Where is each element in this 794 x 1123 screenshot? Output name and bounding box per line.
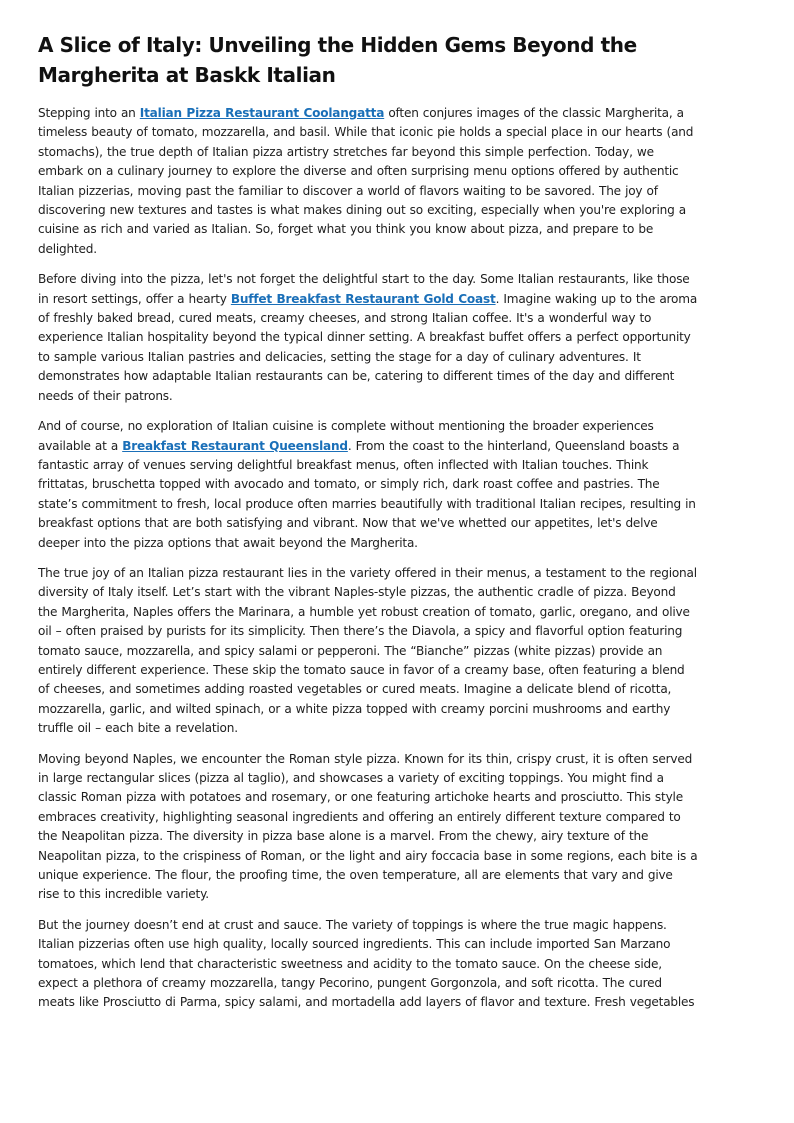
link-breakfast-restaurant-queensland[interactable]: Breakfast Restaurant Queensland bbox=[122, 438, 348, 453]
link-italian-pizza-restaurant-coolangatta[interactable]: Italian Pizza Restaurant Coolangatta bbox=[139, 106, 385, 120]
paragraph-breakfast-buffet bbox=[38, 270, 698, 406]
paragraph-breakfast-queensland bbox=[38, 417, 698, 553]
article bbox=[38, 30, 698, 1024]
paragraph-text: Before diving into the pizza, let's not forget the delightful start to the day. Some Italian restaurants, like those in resort settings, offer a hearty bbox=[38, 272, 690, 306]
paragraph-intro bbox=[38, 104, 698, 259]
paragraph-roman-pizza: Moving beyond Naples, we encounter the Roman style pizza. Known for its thin, crispy crust, it is often served in large rectangular slices (pizza al taglio), and showcases a variety of exciting toppings. You might find a classic Roman pizza with potatoes and rosemary, or one featuring artichoke hearts and prosciutto. This style embraces creativity, highlighting seasonal ingredients and offering an entirely different texture compared to the Neapolitan pizza. The diversity in pizza base alone is a marvel. From the chewy, airy texture of the Neapolitan pizza, to the crispiness of Roman, or the light and airy foccacia base in some regions, each bite is a unique experience. The flour, the proofing time, the oven temperature, all are elements that vary and give rise to this incredible variety. bbox=[38, 751, 698, 902]
paragraph-toppings: But the journey doesn’t end at crust and sauce. The variety of toppings is where the true magic happens. Italian pizzerias often use high quality, locally sourced ingredients. This can include imported San Marzano tomatoes, which lend that characteristic sweetness and acidity to the tomato sauce. On the cheese side, expect a plethora of creamy mozzarella, tangy Pecorino, pungent Gorgonzola, and soft ricotta. The cured meats like Prosciutto di Parma, spicy salami, and mortadella add layers of flavor and texture. Fresh vegetables bbox=[38, 917, 695, 1010]
paragraph-text: . Imagine waking up to the aroma of freshly baked bread, cured meats, creamy cheeses, and strong Italian coffee. It's a wonderful way to experience Italian hospitality beyond the typical dinner setting. A breakfast buffet offers a perfect opportunity to sample various Italian pastries and delicacies, setting the stage for a day of culinary adventures. It demonstrates how adaptable Italian restaurants can be, catering to different times of the day and different needs of their patrons. bbox=[38, 291, 698, 403]
paragraph-text: often conjures images of the classic Margherita, a timeless beauty of tomato, mozzarella, and basil. While that iconic pie holds a special place in our hearts (and stomachs), the true depth of Italian pizza artistry stretches far beyond this simple perfection. Today, we embark on a culinary journey to explore the diverse and often surprising menu options offered by authentic Italian pizzerias, moving past the familiar to discover a world of flavors waiting to be savored. The joy of discovering new textures and tastes is what makes dining out so exciting, especially when you're exploring a cuisine as rich and varied as Italian. So, forget what you think you know about pizza, and prepare to be delighted. bbox=[38, 106, 694, 256]
article-title: A Slice of Italy: Unveiling the Hidden Gems Beyond the Margherita at Baskk Italian bbox=[38, 33, 637, 87]
paragraph-text: And of course, no exploration of Italian cuisine is complete without mentioning the broader experiences available at a bbox=[38, 419, 654, 453]
paragraph-text: . From the coast to the hinterland, Queensland boasts a fantastic array of venues serving delightful breakfast menus, often inflected with Italian touches. Think frittatas, bruschetta topped with avocado and tomato, or simply rich, dark roast coffee and pastries. The state’s commitment to fresh, local produce often marries beautifully with traditional Italian recipes, resulting in breakfast options that are both satisfying and vibrant. Now that we've whetted our appetites, let's delve deeper into the pizza options that await beyond the Margherita. bbox=[38, 438, 696, 550]
link-buffet-breakfast-restaurant-gold-coast[interactable]: Buffet Breakfast Restaurant Gold Coast bbox=[230, 291, 496, 306]
paragraph-text: Stepping into an bbox=[38, 106, 140, 120]
paragraph-naples-pizza: The true joy of an Italian pizza restaurant lies in the variety offered in their menus, a testament to the regional diversity of Italy itself. Let’s start with the vibrant Naples-style pizzas, the authentic cradle of pizza. Beyond the Margherita, Naples offers the Marinara, a humble yet robust creation of tomato, garlic, oregano, and olive oil – often praised by purists for its simplicity. Then there’s the Diavola, a spicy and flavorful option featuring tomato sauce, mozzarella, and spicy salami or pepperoni. The “Bianche” pizzas (white pizzas) provide an entirely different experience. These skip the tomato sauce in favor of a creamy base, often featuring a blend of cheeses, and sometimes adding roasted vegetables or cured meats. Imagine a delicate blend of ricotta, mozzarella, garlic, and wilted spinach, or a white pizza topped with creamy porcini mushrooms and earthy truffle oil – each bite a revelation. bbox=[38, 565, 697, 736]
